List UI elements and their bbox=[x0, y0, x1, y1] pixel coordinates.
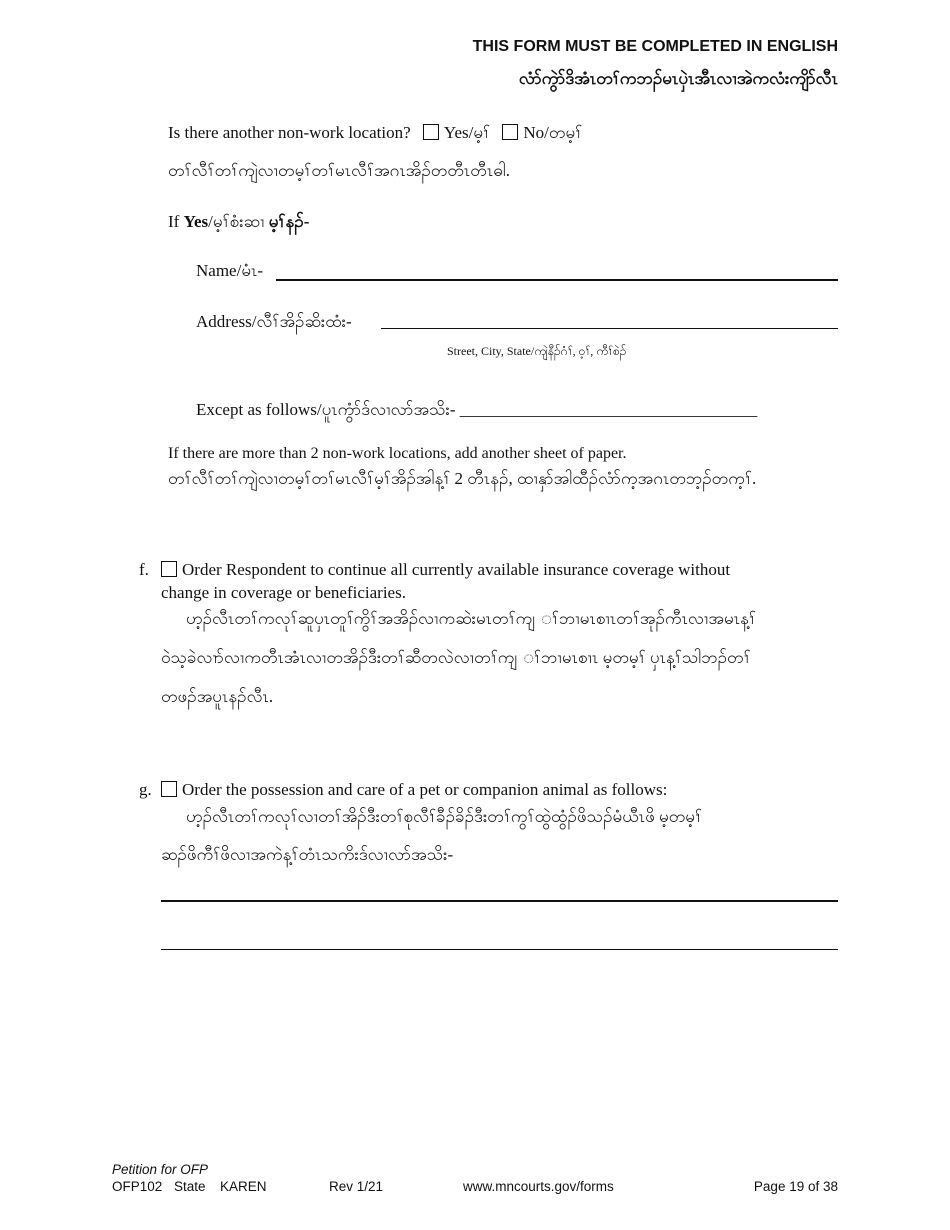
name-label: Name/မံၤ- bbox=[196, 261, 264, 280]
address-hint: Street, City, State/ကျဲနီၣ်ဂံၢ်, ဝ့ၢ်, ကီၢ်စဲၣ် bbox=[447, 344, 627, 358]
item-f-text-en-1: Order Respondent to continue all currently available insurance coverage without bbox=[182, 560, 731, 579]
footer-website[interactable]: www.mncourts.gov/forms bbox=[463, 1179, 614, 1194]
address-label: Address/လီၢ်အိၣ်ဆိးထံး- bbox=[196, 312, 352, 331]
english-requirement-notice: THIS FORM MUST BE COMPLETED IN ENGLISH bbox=[472, 38, 838, 55]
if-yes-instruction bbox=[168, 211, 309, 236]
item-g-letter: g. bbox=[139, 780, 152, 799]
nonwork-question-row bbox=[168, 122, 582, 147]
item-f-text-en-2: change in coverage or beneficiaries. bbox=[161, 583, 406, 602]
footer-page-number: Page 19 of 38 bbox=[753, 1179, 838, 1194]
no-checkbox[interactable] bbox=[502, 124, 518, 140]
except-input-blank[interactable]: ___________________________________ bbox=[459, 400, 758, 419]
footer-revision: Rev 1/21 bbox=[329, 1179, 384, 1194]
yes-checkbox[interactable] bbox=[423, 124, 439, 140]
if-suffix-bold: မ့ၢ်နၣ်- bbox=[268, 212, 310, 231]
karen-requirement-notice: လံာ်ကွဲာ်ဒိအံၤတၢ်ကဘၣ်မၤပှဲၤအီၤလၢအဲကလံးကျိာ်လီၤ bbox=[518, 69, 838, 88]
item-g-checkbox[interactable] bbox=[161, 781, 177, 797]
if-yes-bold: Yes bbox=[183, 212, 209, 231]
item-g-first-line bbox=[161, 780, 667, 800]
except-row bbox=[196, 399, 757, 424]
if-prefix: If bbox=[168, 212, 184, 231]
item-f-text-kr-3: တဖၣ်အပူၤနၣ်လီၤ. bbox=[161, 687, 274, 706]
item-f-text-kr-2: ဝဲသ့ခဲလၢာ်လၢကတီၤအံၤလၢတအိၣ်ဒီးတၢ်ဆီတလဲလၢတၢ်ကျ ၢ်ဘၢမၤစၢၤ မ့တမ့ၢ် ပှၤန့ၢ်သါဘၣ်တၢ် bbox=[161, 648, 751, 667]
address-input-line[interactable] bbox=[381, 328, 838, 329]
item-g-text-kr-2: ဆၣ်ဖိကီၢ်ဖိလၢအကဲန့ၢ်တံၤသကိးဒ်လၢလာ်အသိး- bbox=[161, 845, 454, 864]
footer-jurisdiction: State bbox=[174, 1179, 206, 1194]
pet-order-line-2[interactable] bbox=[161, 949, 838, 950]
except-label: Except as follows/ပူၤကွံာ်ဒ်လၢလာ်အသိး- bbox=[196, 400, 460, 419]
item-f-first-line bbox=[161, 560, 730, 580]
item-f-letter: f. bbox=[139, 560, 149, 579]
footer-form-title: Petition for OFP bbox=[112, 1162, 209, 1177]
more-locations-note-kr: တၢ်လီၢ်တၢ်ကျဲလၢတမ့ၢ်တၢ်မၤလီၢ်မ့ၢ်အိၣ်အါန့ၢ် 2 တီၤနၣ်, ထၢနှာ်အါထီၣ်လံာ်က့အဂၤတဘ့ၣ်တက့ၢ်. bbox=[168, 469, 757, 488]
item-g-text-kr-1: ဟ့ၣ်လီၤတၢ်ကလုၢ်လၢတၢ်အိၣ်ဒီးတၢ်စုလီၢ်ခီၣ်ခိၣ်ဒီးတၢ်ကွၢ်ထွဲထွံၣ်ဖိသၣ်မံယီၤဖိ မ့တမ့ၢ် bbox=[186, 807, 703, 826]
pet-order-line-1[interactable] bbox=[161, 900, 838, 902]
nonwork-question-kr: တၢ်လီၢ်တၢ်ကျဲလၢတမ့ၢ်တၢ်မၤလီၢ်အဂၤအိၣ်တတီၤတီၤဓါ. bbox=[168, 161, 510, 180]
name-input-line[interactable] bbox=[276, 279, 838, 281]
item-g-text-en: Order the possession and care of a pet or companion animal as follows: bbox=[182, 780, 668, 799]
if-slash: /မ့ၢ်စံးဆၢ bbox=[208, 212, 269, 231]
yes-label: Yes/မ့ၢ် bbox=[443, 123, 491, 142]
footer-language: KAREN bbox=[220, 1179, 267, 1194]
more-locations-note-en: If there are more than 2 non-work locations, add another sheet of paper. bbox=[168, 445, 627, 462]
no-label: No/တမ့ၢ် bbox=[523, 123, 583, 142]
footer-form-code: OFP102 bbox=[112, 1179, 163, 1194]
item-f-checkbox[interactable] bbox=[161, 561, 177, 577]
nonwork-question-en: Is there another non-work location? bbox=[168, 123, 411, 142]
item-f-text-kr-1: ဟ့ၣ်လီၤတၢ်ကလုၢ်ဆူပှၤတူၢ်ကွိၢ်အအိၣ်လၢကဆဲးမၤတၢ်ကျ ၢ်ဘၢမၤစၢၤတၢ်အုၣ်ကီၤလၢအမၤန့ၢ် bbox=[186, 609, 756, 628]
